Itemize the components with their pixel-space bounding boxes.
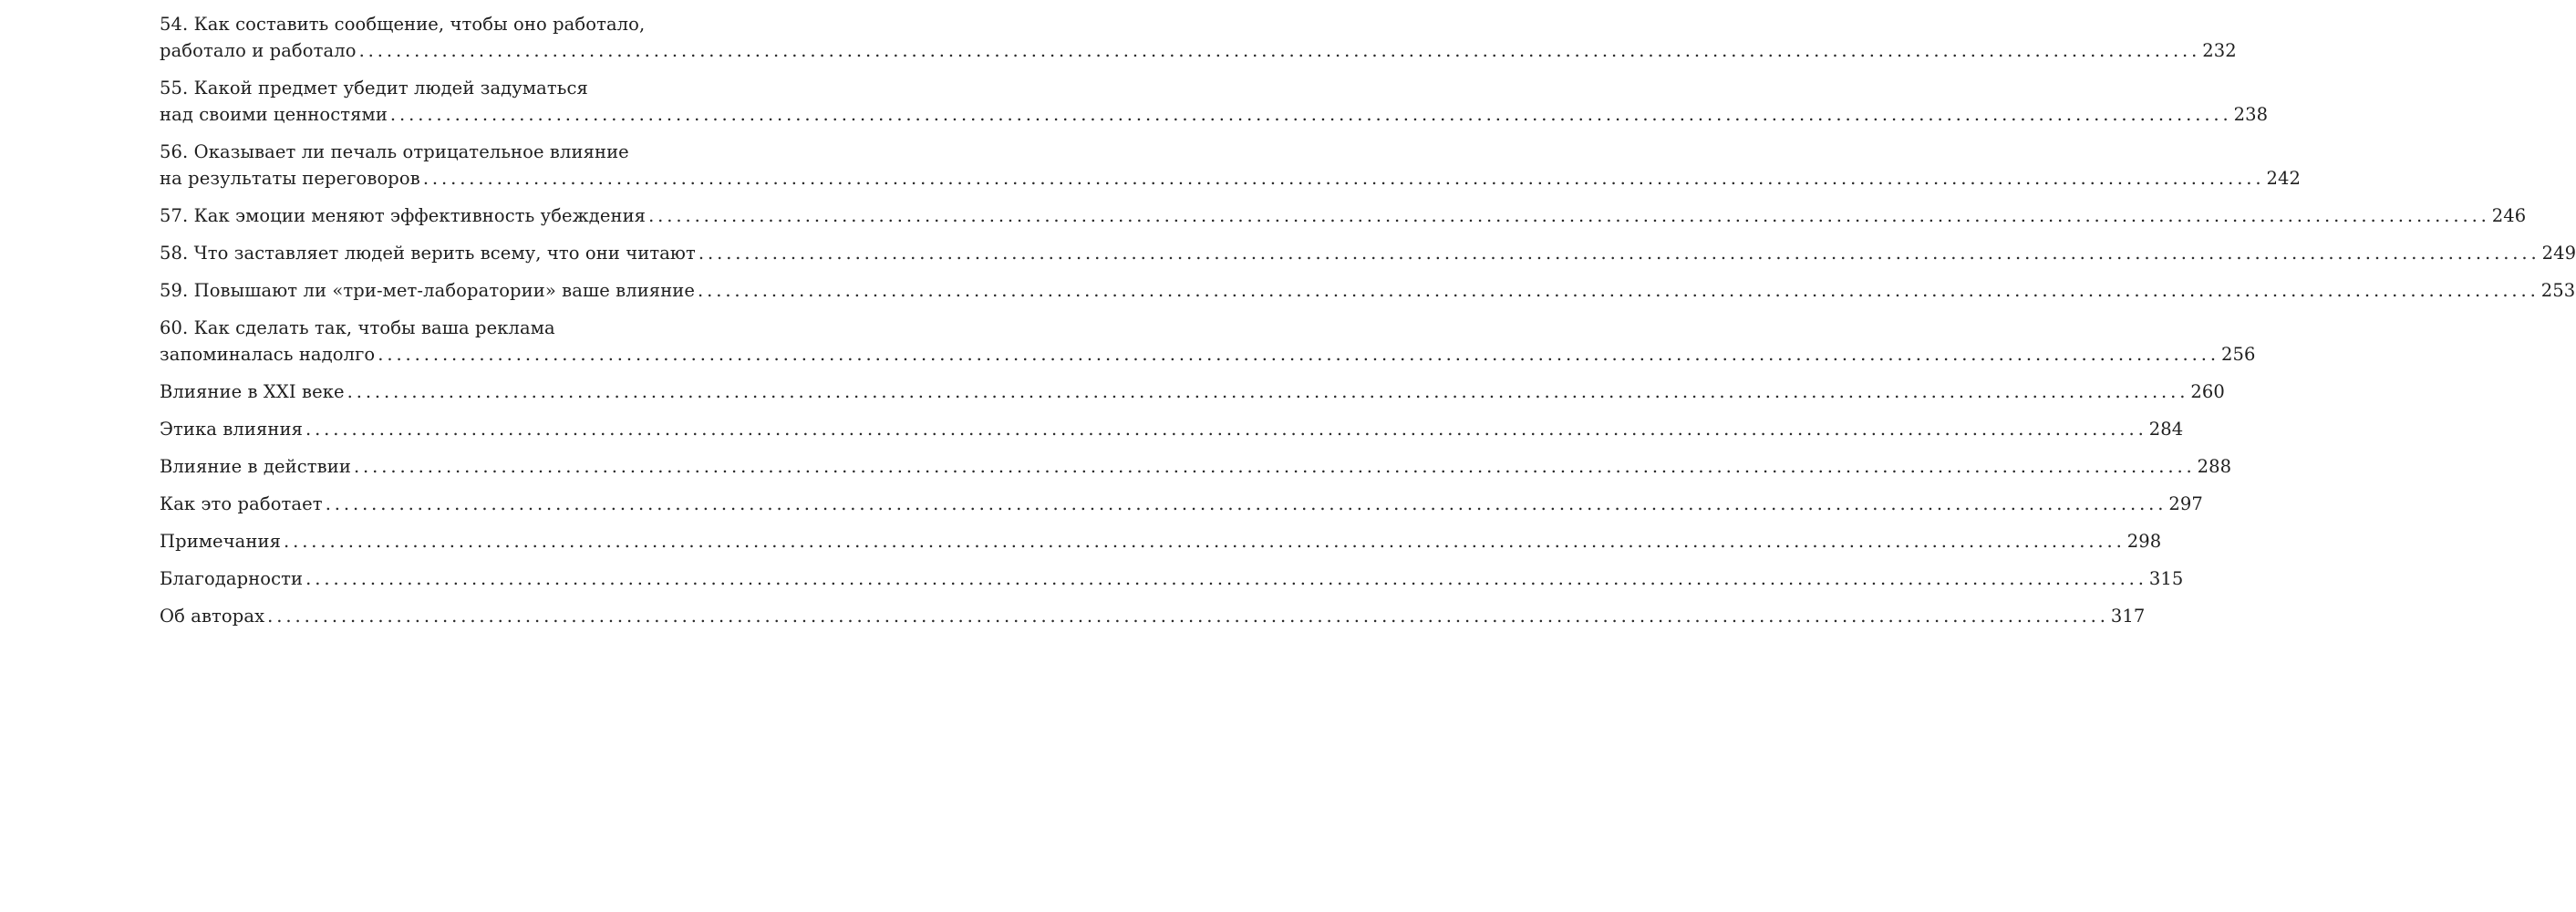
toc-entry-about-authors[interactable] [160,603,2146,629]
toc-entry-title: 58. Что заставляет людей верить всему, что они читают [160,243,696,264]
toc-entry-influence-in-action[interactable] [160,453,2232,480]
toc-entry-title: Этика влияния [160,419,303,440]
table-of-contents [160,11,2576,640]
toc-entry-54[interactable] [160,11,2237,64]
dot-leader: ........................................................................................................................................................................................................ [267,606,2109,627]
toc-page-number: 284 [2148,419,2184,440]
toc-entry-59[interactable] [160,277,2576,304]
toc-page-number: 238 [2233,104,2269,125]
toc-entry-title: 55. Какой предмет убедит людей задуматься [160,78,588,98]
toc-entry-line [160,240,2576,266]
toc-entry-line [160,603,2146,629]
toc-entry-line [160,378,2225,405]
toc-entry-55[interactable] [160,75,2269,128]
toc-entry-influence-21st-century[interactable] [160,378,2225,405]
toc-entry-title: работало и работало [160,40,357,61]
toc-page-number: 260 [2190,381,2225,402]
toc-entry-line [160,565,2184,592]
toc-entry-line [160,277,2576,304]
toc-entry-line [160,37,2237,64]
toc-page-number: 232 [2202,40,2237,61]
toc-page-number: 242 [2266,168,2302,189]
dot-leader: ........................................................................................................................................................................................................ [422,168,2265,189]
toc-entry-line [160,139,754,165]
toc-page-number: 249 [2541,243,2576,264]
toc-entry-title: 60. Как сделать так, чтобы ваша реклама [160,317,555,338]
toc-entry-line [160,528,2162,554]
toc-entry-title: Как это работает [160,493,323,514]
toc-entry-57[interactable] [160,202,2527,229]
dot-leader: ........................................................................................................................................................................................................ [284,531,2126,552]
toc-entry-acknowledgements[interactable] [160,565,2184,592]
toc-entry-title: запоминалась надолго [160,344,376,365]
dot-leader: ........................................................................................................................................................................................................ [325,493,2167,514]
toc-entry-title: Благодарности [160,568,304,589]
toc-page-number: 297 [2168,493,2203,514]
toc-page-number: 253 [2540,280,2576,301]
dot-leader: ........................................................................................................................................................................................................ [305,568,2147,589]
dot-leader: ........................................................................................................................................................................................................ [378,344,2219,365]
toc-entry-line [160,165,2302,192]
dot-leader: ........................................................................................................................................................................................................ [389,104,2232,125]
toc-page-number: 256 [2220,344,2256,365]
toc-entry-line [160,101,2269,128]
toc-entry-notes[interactable] [160,528,2162,554]
toc-entry-line [160,11,754,37]
toc-page-number: 317 [2110,606,2146,627]
toc-entry-title: 54. Как составить сообщение, чтобы оно работало, [160,14,646,35]
toc-entry-title: 56. Оказывает ли печаль отрицательное влияние [160,141,629,162]
toc-entry-line [160,453,2232,480]
dot-leader: ........................................................................................................................................................................................................ [358,40,2201,61]
toc-entry-title: Об авторах [160,606,265,627]
dot-leader: ........................................................................................................................................................................................................ [347,381,2189,402]
dot-leader: ........................................................................................................................................................................................................ [698,280,2540,301]
dot-leader: ........................................................................................................................................................................................................ [305,419,2147,440]
toc-entry-title: Влияние в XXI веке [160,381,345,402]
toc-page-number: 315 [2148,568,2184,589]
toc-entry-title: Примечания [160,531,282,552]
toc-entry-line [160,315,754,341]
toc-entry-line [160,416,2184,442]
toc-entry-title: Влияние в действии [160,456,351,477]
toc-entry-title: над своими ценностями [160,104,388,125]
toc-entry-line [160,75,754,101]
toc-entry-56[interactable] [160,139,2302,192]
toc-entry-title: 59. Повышают ли «три-мет-лаборатории» ваше влияние [160,280,696,301]
toc-entry-60[interactable] [160,315,2256,368]
toc-entry-line [160,202,2527,229]
toc-entry-title: на результаты переговоров [160,168,420,189]
dot-leader: ........................................................................................................................................................................................................ [698,243,2540,264]
toc-entry-58[interactable] [160,240,2576,266]
toc-page-number: 246 [2491,205,2527,226]
toc-entry-ethics-of-influence[interactable] [160,416,2184,442]
toc-page-number: 288 [2197,456,2232,477]
toc-entry-how-it-works[interactable] [160,491,2203,517]
toc-entry-line [160,341,2256,368]
dot-leader: ........................................................................................................................................................................................................ [353,456,2196,477]
dot-leader: ........................................................................................................................................................................................................ [648,205,2490,226]
toc-entry-line [160,491,2203,517]
toc-entry-title: 57. Как эмоции меняют эффективность убеждения [160,205,647,226]
toc-page-number: 298 [2126,531,2162,552]
